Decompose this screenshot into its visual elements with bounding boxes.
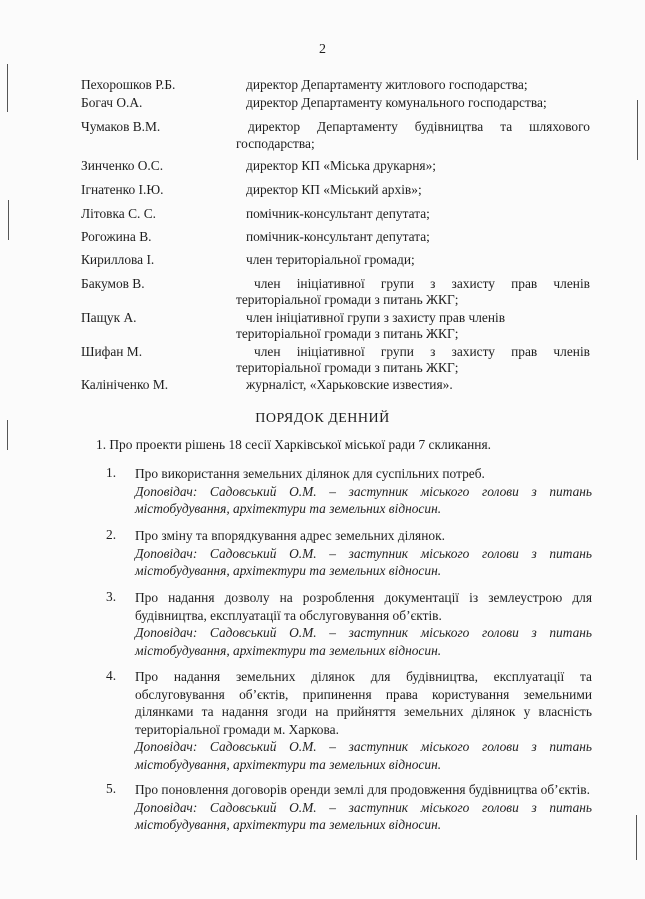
attendee-name: Бакумов В. [81, 276, 145, 291]
agenda-item-speaker: Доповідач: Садовський О.М. – заступник міського голови з питань містобудування, архітектури та земельних відносин. [135, 483, 592, 516]
agenda-item-speaker: Доповідач: Садовський О.М. – заступник міського голови з питань містобудування, архітектури та земельних відносин. [135, 545, 592, 578]
agenda-item-speaker: Доповідач: Садовський О.М. – заступник міського голови з питань містобудування, архітектури та земельних відносин. [135, 799, 592, 832]
attendee-role-line: територіальної громади з питань ЖКГ; [236, 326, 459, 341]
agenda-item-number: 3. [106, 589, 117, 604]
attendee-role-line: територіальної громади з питань ЖКГ; [236, 292, 459, 307]
agenda-item-number: 5. [106, 781, 117, 796]
attendee-role: помічник-консультант депутата; [246, 206, 430, 221]
agenda-item-title: Про поновлення договорів оренди землі для продовження будівництва об’єктів. [135, 782, 590, 797]
attendee-role: директор Департаменту комунального господарства; [246, 95, 547, 110]
agenda-item-speaker: Доповідач: Садовський О.М. – заступник міського голови з питань містобудування, архітектури та земельних відносин. [135, 739, 592, 772]
attendee-role: директор Департаменту житлового господарства; [246, 77, 528, 92]
scan-edge-mark [7, 64, 8, 112]
attendee-name: Рогожина В. [81, 229, 152, 244]
attendee-role [236, 119, 590, 135]
attendee-role-line: член ініціативної групи з захисту прав членів [254, 344, 590, 359]
attendee-role [236, 276, 590, 292]
attendee-role: член територіальної громади; [246, 252, 415, 267]
attendee-name: Пащук А. [81, 310, 137, 325]
attendee-role: помічник-консультант депутата; [246, 229, 430, 244]
page-number: 2 [319, 42, 326, 57]
attendee-name: Шифан М. [81, 344, 143, 359]
scan-edge-mark [637, 100, 638, 160]
agenda-item-title: Про надання земельних ділянок для будівництва, експлуатації та обслуговування об’єктів, припинення права користування земельними ділянками та надання згоди на прийняття земельних ділянок у власність територіальної громади м. Харкова. [135, 669, 592, 737]
attendee-role: директор КП «Міська друкарня»; [246, 158, 436, 173]
attendee-name: Літовка С. С. [81, 206, 156, 221]
attendee-name: Чумаков В.М. [81, 119, 161, 134]
agenda-heading: ПОРЯДОК ДЕННИЙ [255, 411, 390, 426]
attendee-name: Калініченко М. [81, 377, 169, 392]
scan-edge-mark [636, 815, 637, 860]
agenda-item-title: Про зміну та впорядкування адрес земельних ділянок. [135, 528, 445, 543]
attendee-role [236, 344, 590, 360]
scan-edge-mark [8, 200, 9, 240]
agenda-item-speaker: Доповідач: Садовський О.М. – заступник міського голови з питань містобудування, архітектури та земельних відносин. [135, 625, 592, 658]
attendee-role: журналіст, «Харьковские известия». [246, 377, 453, 392]
attendee-role-line: територіальної громади з питань ЖКГ; [236, 360, 459, 375]
agenda-item-number: 1. [106, 465, 117, 480]
agenda-main-item: 1. Про проекти рішень 18 сесії Харківської міської ради 7 скликання. [96, 437, 491, 452]
agenda-item-title: Про надання дозволу на розроблення документації із землеустрою для будівництва, експлуатації та обслуговування об’єктів. [135, 590, 592, 623]
attendee-name: Пехорошков Р.Б. [81, 77, 176, 92]
attendee-role-line: член ініціативної групи з захисту прав членів [246, 310, 506, 325]
attendee-role-line: член ініціативної групи з захисту прав членів [254, 276, 590, 291]
attendee-role: директор КП «Міський архів»; [246, 182, 422, 197]
attendee-name: Богач О.А. [81, 95, 143, 110]
agenda-item-number: 4. [106, 668, 117, 683]
attendee-role-line: директор Департаменту будівництва та шляхового [248, 119, 590, 134]
agenda-item-number: 2. [106, 527, 117, 542]
attendee-role-line: господарства; [236, 136, 315, 151]
attendee-role [236, 310, 590, 326]
attendee-name: Зинченко О.С. [81, 158, 164, 173]
attendee-name: Ігнатенко І.Ю. [81, 182, 164, 197]
agenda-item-title: Про використання земельних ділянок для суспільних потреб. [135, 466, 485, 481]
attendee-name: Кириллова І. [81, 252, 155, 267]
